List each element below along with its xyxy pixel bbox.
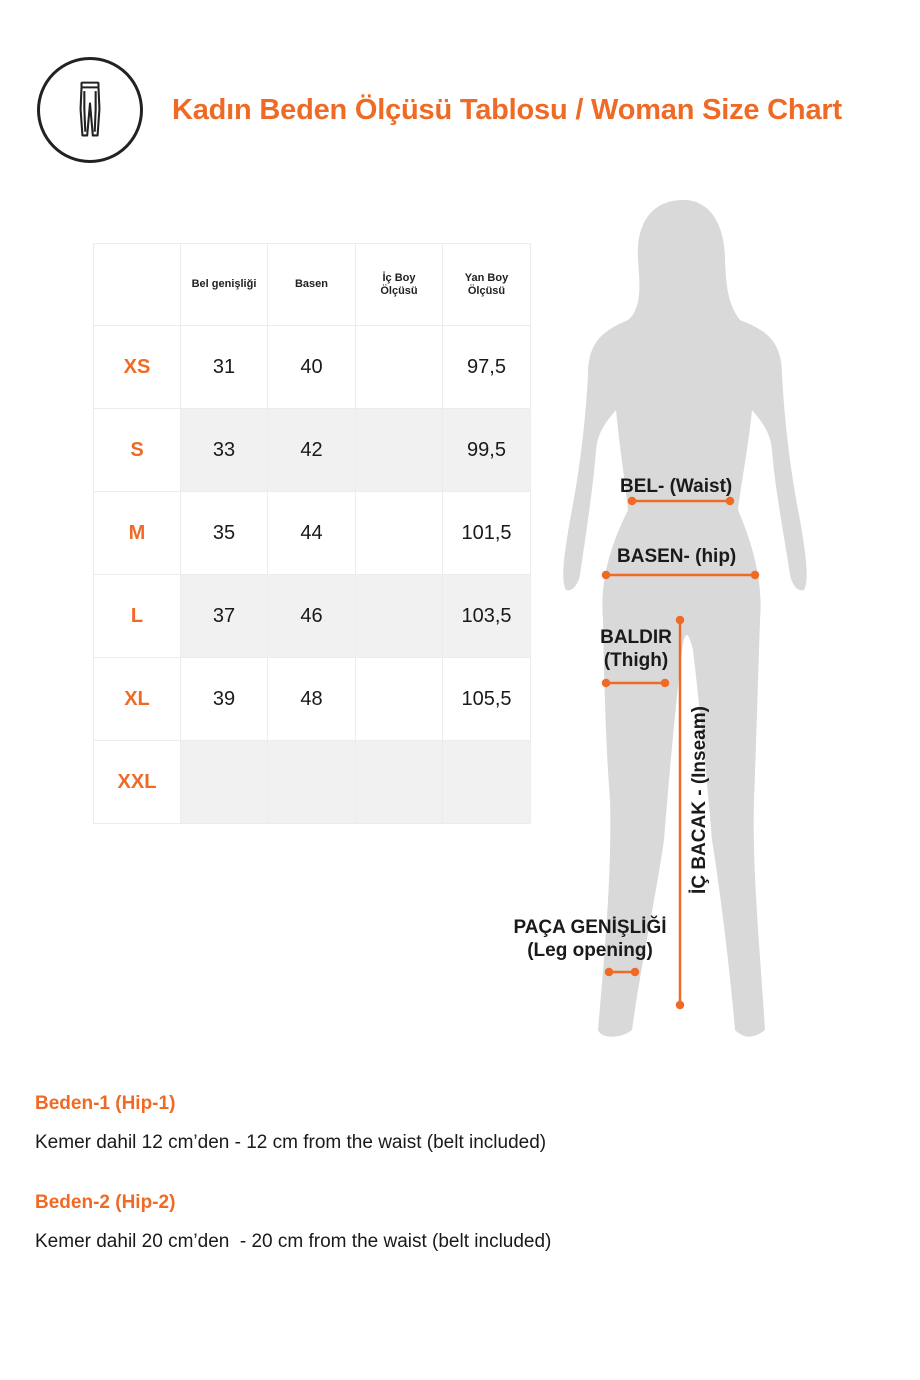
table-header-row: [94, 244, 531, 326]
waist-cell: 37: [181, 575, 268, 658]
size-cell: XXL: [94, 741, 181, 824]
inseam-cell: [356, 658, 443, 741]
leggings-icon: [40, 60, 140, 160]
header-cell-outseam: [443, 244, 531, 326]
header-cell-inseam: [356, 244, 443, 326]
table-row: [94, 741, 531, 824]
note-heading-hip-2: Beden-2 (Hip-2): [35, 1192, 176, 1213]
inseam-cell: [356, 409, 443, 492]
inseam-cell: [356, 326, 443, 409]
hip-cell: [268, 741, 356, 824]
page-title: Kadın Beden Ölçüsü Tablosu / Woman Size Chart: [172, 94, 842, 126]
inseam-cell: [356, 575, 443, 658]
hip-cell: 46: [268, 575, 356, 658]
note-text-hip-1: Kemer dahil 12 cm’den - 12 cm from the waist (belt included): [35, 1132, 547, 1153]
inseam-cell: [356, 492, 443, 575]
table-row: [94, 658, 531, 741]
header-cell-size: [94, 244, 181, 326]
outseam-cell: 101,5: [443, 492, 531, 575]
outseam-cell: 97,5: [443, 326, 531, 409]
waist-label: BEL- (Waist): [620, 476, 733, 497]
size-cell: XS: [94, 326, 181, 409]
thigh-label: [594, 626, 678, 672]
header-cell-waist: Bel genişliği: [181, 244, 268, 326]
size-cell: M: [94, 492, 181, 575]
header-cell-hip: Basen: [268, 244, 356, 326]
waist-cell: 35: [181, 492, 268, 575]
note-text-hip-2: Kemer dahil 20 cm’den - 20 cm from the waist (belt included): [35, 1231, 552, 1252]
hip-cell: 48: [268, 658, 356, 741]
outseam-cell: 105,5: [443, 658, 531, 741]
logo-badge: [37, 57, 143, 163]
leg-opening-label: [500, 916, 680, 962]
table-row: [94, 409, 531, 492]
size-cell: S: [94, 409, 181, 492]
size-cell: XL: [94, 658, 181, 741]
size-table: [93, 243, 531, 824]
leg-opening-label-line2: (Leg opening): [527, 940, 653, 961]
thigh-label-line1: BALDIR: [600, 627, 672, 648]
note-heading-hip-1: Beden-1 (Hip-1): [35, 1093, 176, 1114]
header-inseam-text: İç Boy Ölçüsü: [380, 271, 418, 297]
table-row: [94, 492, 531, 575]
hip-cell: 44: [268, 492, 356, 575]
waist-cell: [181, 741, 268, 824]
thigh-label-line2: (Thigh): [603, 650, 669, 671]
outseam-cell: 99,5: [443, 409, 531, 492]
size-cell: L: [94, 575, 181, 658]
table-row: [94, 326, 531, 409]
table-row: [94, 575, 531, 658]
hip-cell: 42: [268, 409, 356, 492]
outseam-cell: [443, 741, 531, 824]
inseam-cell: [356, 741, 443, 824]
waist-cell: 39: [181, 658, 268, 741]
inseam-label: İÇ BACAK - (Inseam): [689, 706, 710, 894]
hip-cell: 40: [268, 326, 356, 409]
waist-cell: 31: [181, 326, 268, 409]
waist-cell: 33: [181, 409, 268, 492]
outseam-cell: 103,5: [443, 575, 531, 658]
leg-opening-label-line1: PAÇA GENİŞLİĞİ: [513, 917, 667, 938]
hip-label: BASEN- (hip): [617, 546, 737, 567]
header-outseam-text: Yan Boy Ölçüsü: [464, 271, 509, 297]
